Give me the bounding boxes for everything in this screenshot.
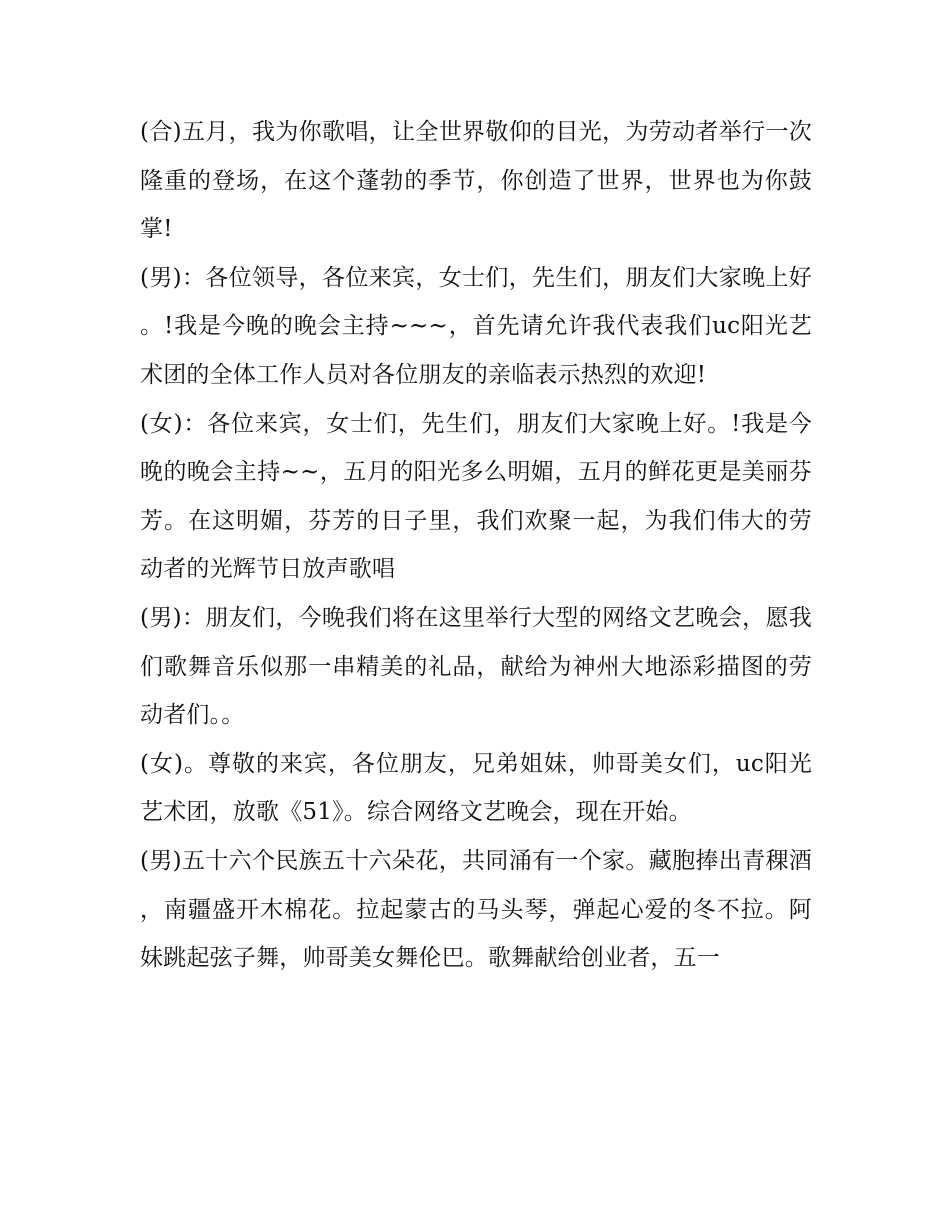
paragraph-male-greeting: (男)：各位领导，各位来宾，女士们，先生们，朋友们大家晚上好。!我是今晚的晚会主持~~~，首先请允许我代表我们uc阳光艺术团的全体工作人员对各位朋友的亲临表示热烈的欢迎! [140, 264, 812, 388]
paragraph-male-poem: (男)五十六个民族五十六朵花，共同涌有一个家。藏胞捧出青稞酒，南疆盛开木棉花。拉起蒙古的马头琴，弹起心爱的冬不拉。阿妹跳起弦子舞，帅哥美女舞伦巴。歌舞献给创业者，五一 [140, 847, 812, 972]
paragraph-male-announcement: (男)：朋友们，今晚我们将在这里举行大型的网络文艺晚会，愿我们歌舞音乐似那一串精美的礼品，献给为神州大地添彩描图的劳动者们。。 [140, 604, 812, 729]
paragraph-female-opening: (女)。尊敬的来宾，各位朋友，兄弟姐妹，帅哥美女们，uc阳光艺术团，放歌《51》。综合网络文艺晚会，现在开始。 [140, 750, 812, 826]
paragraph-chorus-opening: (合)五月，我为你歌唱，让全世界敬仰的目光，为劳动者举行一次隆重的登场，在这个蓬勃的季节，你创造了世界，世界也为你鼓掌! [140, 119, 812, 243]
document-body [140, 108, 812, 983]
paragraph-female-greeting: (女)：各位来宾，女士们，先生们，朋友们大家晚上好。!我是今晚的晚会主持~~，五月的阳光多么明媚，五月的鲜花更是美丽芬芳。在这明媚，芬芳的日子里，我们欢聚一起，为我们伟大的劳动者的光辉节日放声歌唱 [140, 410, 812, 583]
